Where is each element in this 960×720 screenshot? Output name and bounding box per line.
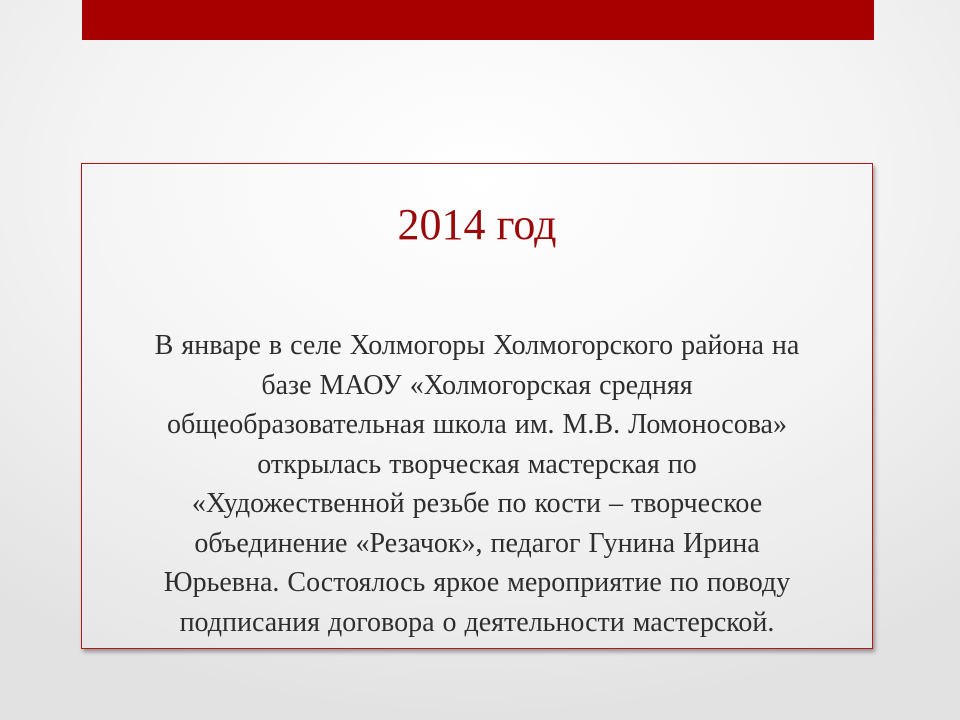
top-accent-bar [82, 0, 874, 40]
body-line: общеобразовательная школа им. М.В. Ломоносова» [167, 409, 787, 440]
body-line: базе МАОУ «Холмогорская средняя [261, 369, 693, 401]
slide-title: 2014 год [397, 200, 557, 249]
body-line: открылась творческая мастерская по [257, 448, 697, 480]
content-box [81, 163, 873, 649]
body-line: объединение «Резачок», педагог Гунина Ирина [194, 527, 760, 559]
body-line: «Художественной резьбе по кости – творческое [191, 488, 763, 519]
body-line: подписания договора о деятельности мастерской. [179, 606, 775, 638]
body-line: Юрьевна. Состоялось яркое мероприятие по поводу [163, 567, 791, 598]
slide-body-text [92, 326, 862, 642]
body-line: В январе в селе Холмогоры Холмогорского района на [154, 330, 800, 361]
